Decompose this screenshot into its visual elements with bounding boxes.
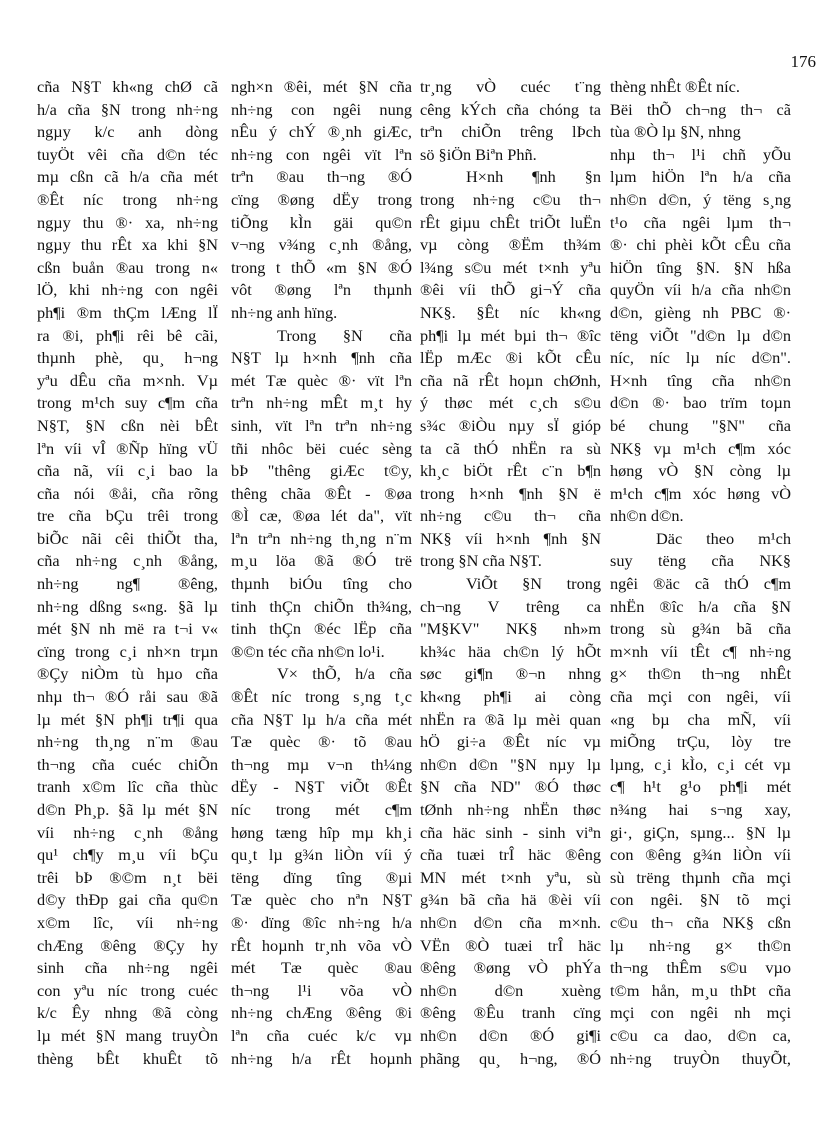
text-line: ý thøc mét c¸ch s©u [420, 393, 601, 413]
text-line: H×nh tîng cña nh©n [610, 370, 791, 390]
text-line: nhËn ra ®ã lµ mèi quan [420, 709, 601, 729]
text-line: cña häc sinh - sinh viªn [420, 822, 601, 842]
text-line: s¾c ®iÒu nµy sÏ gióp [420, 415, 601, 435]
text-line: níc, níc lµ níc d©n". [610, 348, 791, 368]
text-line: ngh×n ®êi, mét §N cña [231, 77, 412, 96]
text-line: NK§ vµ m¹ch c¶m xóc [610, 438, 791, 458]
text-line: nh©n d©n cña m×nh. [420, 912, 601, 932]
text-line: m¹ch c¶m xóc høng vÒ [610, 483, 791, 503]
text-line: nh÷ng h/a rÊt hoµnh [231, 1048, 412, 1068]
text-line: t¹o cña ngêi lµm th¬ [610, 212, 791, 232]
text-line: thèng nhÊt ®Êt níc. [610, 77, 740, 96]
text-line: sinh, vït lªn trªn nh÷ng [231, 415, 412, 435]
text-line: thêng chãa ®Êt - ®øa [231, 483, 412, 503]
text-line: thµnh phè, qu¸ h¬ng [37, 348, 218, 368]
text-line: cïng ®øng dËy trong [231, 189, 412, 209]
text-line: V× thÕ, h/a cña [277, 664, 412, 684]
text-column-2 [231, 76, 412, 1070]
text-line: kh¸c biÖt rÊt c¨n b¶n [420, 461, 601, 481]
text-line: nh÷ng con ngêi vït lªn [231, 144, 412, 164]
text-line: sù trëng thµnh cña mçi [610, 867, 791, 887]
text-line: víi nh÷ng c¸nh ®ång [37, 822, 218, 842]
text-line: sinh cña nh÷ng ngêi [37, 958, 218, 978]
text-line: ®Êt níc trong nh÷ng [37, 189, 218, 209]
text-line: lµng, c¸i kÌo, c¸i cét vµ [610, 754, 791, 774]
text-line: cña nã, víi c¸i bao la [37, 461, 218, 481]
text-line: ®Çy niÒm tù hµo cña [37, 664, 218, 684]
text-line: th¬ng mµ v¬n th¼ng [231, 754, 412, 774]
text-line: ViÕt §N trong [466, 574, 601, 594]
text-line: qu¹ ch¶y m¸u víi bÇu [37, 845, 218, 865]
text-line: c©u ca dao, d©n ca, [610, 1025, 791, 1045]
text-line: ph¶i ®m thÇm lÆng lÏ [37, 302, 218, 322]
text-line: mét Tæ quèc ®· vït lªn [231, 370, 412, 390]
text-line: NK§ víi h×nh ¶nh §N [420, 528, 601, 548]
text-line: tØnh nh÷ng nhËn thøc [420, 800, 601, 819]
text-line: rÊt hoµnh tr¸nh võa vÒ [231, 935, 412, 955]
text-line: hÖ gi÷a ®Êt níc vµ [420, 732, 601, 752]
text-line: Tæ quèc cho nªn N§T [231, 890, 412, 910]
text-line: tr¸ng vÒ cuéc t¨ng [420, 77, 601, 96]
text-line: cßn buån ®au trong n« [37, 257, 218, 277]
text-line: VËn ®Ò tuæi trÎ häc [420, 935, 601, 955]
text-line: mµ cßn cã h/a cña mét [37, 167, 218, 187]
text-line: k/c Êy nhng ®ã còng [37, 1003, 218, 1023]
text-line: cêng kÝch cña chóng ta [420, 99, 601, 119]
text-line: "M§KV" NK§ nh»m [420, 619, 601, 639]
text-line: nh÷ng con ngêi nung [231, 99, 412, 119]
text-line: c¶ h¹t g¹o ph¶i mét [610, 777, 791, 797]
text-line: d©n Ph¸p. §ã lµ mét §N [37, 800, 218, 819]
text-line: mét Tæ quèc ®au [231, 958, 412, 978]
text-line: mét §N nh më ra t¬i v« [37, 619, 218, 639]
text-line: nh©n d©n "§N nµy lµ [420, 754, 601, 774]
text-line: h/a cña §N trong nh÷ng [37, 99, 218, 119]
text-line: lÖ, khi nh÷ng con ngêi [37, 280, 218, 300]
text-line: tiÕng kÌn gäi qu©n [231, 212, 412, 232]
text-line: Trong §N cña [277, 325, 412, 345]
text-line: trong nh÷ng c©u th¬ [420, 189, 601, 209]
text-line: níc trong mét c¶m [231, 800, 412, 819]
text-line: tranh x©m lîc cña thùc [37, 777, 218, 797]
text-line: ®· dïng ®îc nh÷ng h/a [231, 912, 412, 932]
text-line: d©y thÐp gai cña qu©n [37, 890, 218, 910]
text-line: N§T lµ h×nh ¶nh cña [231, 348, 412, 368]
text-line: ®êng ®Êu tranh cïng [420, 1003, 601, 1023]
text-line: th¬ng thÊm s©u vµo [610, 958, 791, 978]
text-line: kh«ng ph¶i ai còng [420, 687, 601, 707]
text-line: H×nh ¶nh §n [466, 167, 601, 187]
text-line: trong t thÕ «m §N ®Ó [231, 257, 412, 277]
text-line: tuyÖt vêi cña d©n téc [37, 144, 218, 164]
text-line: nhËn ®îc h/a cña §N [610, 596, 791, 616]
text-line: søc gi¶n ®¬n nhng [420, 664, 601, 684]
text-line: ®Êt níc trong s¸ng t¸c [231, 687, 412, 707]
text-line: tùa ®Ò lµ §N, nhng [610, 122, 741, 142]
text-line: kh¾c häa ch©n lý hÕt [420, 641, 601, 661]
text-line: cña mçi con ngêi, víi [610, 687, 791, 707]
text-line: t©m hån, m¸u thÞt cña [610, 980, 791, 1000]
text-line: g× th©n th¬ng nhÊt [610, 664, 791, 684]
text-line: MN mét t×nh yªu, sù [420, 867, 601, 887]
text-line: thèng bÊt khuÊt tõ [37, 1048, 218, 1068]
text-line: ®êi víi thÕ gi¬Ý cña [420, 280, 601, 300]
text-column-4 [610, 76, 791, 1070]
text-line: cña N§T kh«ng chØ cã [37, 77, 218, 96]
text-line: m×nh víi tÊt c¶ nh÷ng [610, 641, 791, 661]
text-line: tinh thÇn ®éc lËp cña [231, 619, 412, 639]
text-line: trêi bÞ ®©m n¸t bëi [37, 867, 218, 887]
text-line: nh÷ng ng¶ ®êng, [37, 574, 218, 594]
text-line: rÊt giµu chÊt triÕt luËn [420, 212, 601, 232]
text-line: hiÖn tîng §N. §N hßa [610, 257, 791, 277]
text-line: dËy - N§T viÕt ®Êt [231, 777, 412, 797]
text-line: lµm hiÖn lªn h/a cña [610, 167, 791, 187]
text-line: n¾ng hai s¬ng xay, [610, 800, 791, 819]
text-line: ®Ì cæ, ®øa lét da", vït [231, 506, 412, 526]
text-line: tinh thÇn chiÕn th¾ng, [231, 596, 412, 616]
text-line: vôt ®øng lªn thµnh [231, 280, 412, 300]
text-line: v¬ng v¾ng c¸nh ®ång, [231, 235, 412, 255]
text-line: yªu dÊu cña m×nh. Vµ [37, 370, 218, 390]
text-line: lªn cña cuéc k/c vµ [231, 1025, 412, 1045]
text-line: biÕc nãi cêi thiÕt tha, [37, 528, 218, 548]
text-line: Däc theo m¹ch [656, 528, 791, 548]
text-column-1 [37, 76, 218, 1070]
text-line: «ng bµ cha mÑ, víi [610, 709, 791, 729]
text-line: nh÷ng c©u th¬ cña [420, 506, 601, 526]
text-line: cïng trong c¸i nh×n trµn [37, 641, 218, 661]
text-line: nh©n d©n. [610, 506, 684, 526]
text-line: quyÖn víi h/a cña nh©n [610, 280, 791, 300]
text-line: l¾ng s©u mét t×nh yªu [420, 257, 601, 277]
text-line: trªn nh÷ng mÊt m¸t hy [231, 393, 412, 413]
text-line: nh÷ng chÆng ®êng ®i [231, 1003, 412, 1023]
text-line: Tæ quèc ®· tõ ®au [231, 732, 412, 752]
text-line: sö §iÖn Biªn Phñ. [420, 144, 537, 164]
text-line: qu¸t lµ g¾n liÒn víi ý [231, 845, 412, 865]
text-line: phãng qu¸ h¬ng, ®Ó [420, 1048, 601, 1068]
text-line: nh÷ng truyÒn thuyÕt, [610, 1048, 791, 1068]
text-line: ngµy thu rÊt xa khi §N [37, 235, 218, 255]
text-line: d©n, gièng nh PBC ®· [610, 302, 791, 322]
text-line: th¬ng l¹i võa vÒ [231, 980, 412, 1000]
text-line: lµ mét §N ph¶i tr¶i qua [37, 709, 218, 729]
text-line: nh÷ng anh hïng. [231, 302, 338, 322]
text-line: nh©n d©n ®Ó gi¶i [420, 1025, 601, 1045]
text-line: con ngêi. §N tõ mçi [610, 890, 791, 910]
text-line: trong h×nh ¶nh §N ë [420, 483, 601, 503]
text-line: Bëi thÕ ch¬ng th¬ cã [610, 99, 791, 119]
text-line: nh÷ng dßng s«ng. §ã lµ [37, 596, 218, 616]
text-line: lªn víi vÎ ®Ñp hïng vÜ [37, 438, 218, 458]
text-line: trong m¹ch suy c¶m cña [37, 393, 218, 413]
text-line: §N cña ND" ®Ó thøc [420, 777, 601, 797]
text-line: nh÷ng th¸ng n¨m ®au [37, 732, 218, 752]
text-line: tñi nhôc bëi cuéc sèng [231, 438, 412, 458]
text-line: ngµy k/c anh dòng [37, 122, 218, 142]
text-line: cña nh÷ng c¸nh ®ång, [37, 551, 218, 571]
text-line: nh©n d©n xuèng [420, 980, 601, 1000]
page-number: 176 [790, 52, 816, 71]
text-line: miÕng trÇu, lòy tre [610, 732, 791, 752]
text-line: trong §N cña N§T. [420, 551, 542, 571]
text-line: th¬ng cña cuéc chiÕn [37, 754, 218, 774]
text-line: ngµy thu ®· xa, nh÷ng [37, 212, 218, 232]
text-line: cña nói ®åi, cña rõng [37, 483, 218, 503]
text-line: ®· chi phèi kÕt cÊu cña [610, 235, 791, 255]
text-line: ®êng ®øng vÒ phÝa [420, 958, 601, 978]
text-line: bÞ "thêng giÆc t©y, [231, 461, 412, 481]
text-line: d©n ®· bao trïm toµn [610, 393, 791, 413]
text-line: bé chung "§N" cña [610, 415, 791, 435]
text-line: tëng viÕt "d©n lµ d©n [610, 325, 791, 345]
text-line: x©m lîc, víi nh÷ng [37, 912, 218, 932]
text-line: c©u th¬ cña NK§ cßn [610, 912, 791, 932]
text-line: tre cña bÇu trêi trong [37, 506, 218, 526]
text-line: trong sù g¾n bã cña [610, 619, 791, 639]
text-line: ph¶i lµ mét bµi th¬ ®îc [420, 325, 601, 345]
text-line: nh©n d©n, ý tëng s¸ng [610, 189, 791, 209]
text-line: con yªu níc trong cuéc [37, 980, 218, 1000]
text-line: cña nã rÊt hoµn chØnh, [420, 370, 601, 390]
text-line: høng tæng hîp mµ kh¸i [231, 822, 412, 842]
text-line: høng vÒ §N còng lµ [610, 461, 791, 481]
text-line: nhµ th¬ ®Ó råi sau ®ã [37, 687, 218, 707]
text-line: mçi con ngêi nh mçi [610, 1003, 791, 1023]
text-line: lµ nh÷ng g× th©n [610, 935, 791, 955]
text-line: N§T, §N cßn nèi bÊt [37, 415, 218, 435]
text-line: suy tëng cña NK§ [610, 551, 791, 571]
text-line: nÊu ý chÝ ®¸nh giÆc, [231, 122, 412, 142]
text-line: NK§. §Êt níc kh«ng [420, 302, 601, 322]
text-line: cña N§T lµ h/a cña mét [231, 709, 412, 729]
text-line: ngêi ®äc cã thÓ c¶m [610, 574, 791, 594]
text-line: m¸u löa ®ã ®Ó trë [231, 551, 412, 571]
text-line: vµ còng ®Ëm th¾m [420, 235, 601, 255]
text-line: gi·, giÇn, sµng... §N lµ [610, 822, 791, 842]
text-line: chÆng ®êng ®Çy hy [37, 935, 218, 955]
text-line: g¾n bã cña hä ®èi víi [420, 890, 601, 910]
text-line: thµnh biÓu tîng cho [231, 574, 412, 594]
text-line: ra ®i, ph¶i rêi bê cãi, [37, 325, 218, 345]
text-line: tëng dïng tîng ®µi [231, 867, 412, 887]
text-line: ch¬ng V trêng ca [420, 596, 601, 616]
text-line: lµ mét §N mang truyÒn [37, 1025, 218, 1045]
text-column-3 [420, 76, 601, 1070]
text-line: nhµ th¬ l¹i chñ yÕu [610, 144, 791, 164]
text-line: lªn trªn nh÷ng th¸ng n¨m [231, 528, 412, 548]
text-line: con ®êng g¾n liÒn víi [610, 845, 791, 865]
text-line: trªn ®au th¬ng ®Ó [231, 167, 412, 187]
text-line: trªn chiÕn trêng lÞch [420, 122, 601, 142]
text-line: lËp mÆc ®i kÕt cÊu [420, 348, 601, 368]
text-line: ta cã thÓ nhËn ra sù [420, 438, 601, 458]
text-line: cña tuæi trÎ häc ®êng [420, 845, 601, 865]
text-line: ®©n téc cña nh©n lo¹i. [231, 641, 385, 661]
